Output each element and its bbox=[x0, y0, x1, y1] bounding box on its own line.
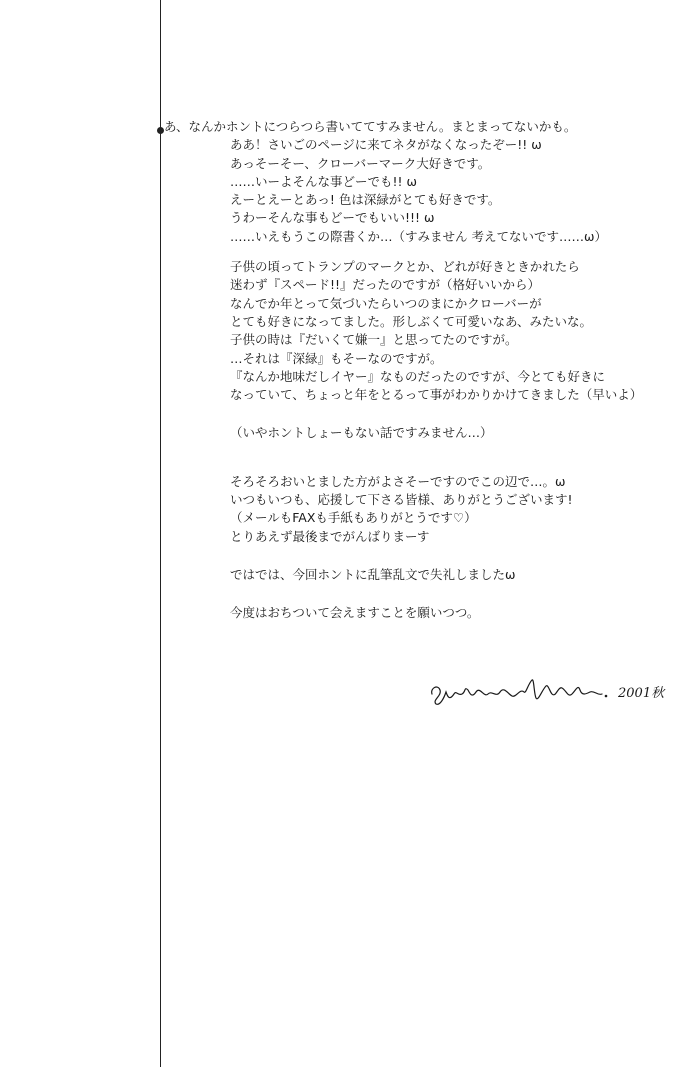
text-line: えーとえーとあっ! 色は深緑がとても好きです。 bbox=[230, 192, 501, 208]
text-line: …それは『深緑』もそーなのですが。 bbox=[230, 350, 443, 366]
paragraph-6 bbox=[164, 604, 684, 622]
text-line: ……いーよそんな事どーでも!! ω bbox=[230, 173, 417, 189]
paragraph-3 bbox=[164, 424, 684, 442]
paragraph-2 bbox=[164, 258, 684, 404]
text-line: うわーそんな事もどーでもいい!!! ω bbox=[230, 210, 435, 226]
bullet-dot bbox=[157, 127, 164, 134]
text-line: 子供の頃ってトランプのマークとか、どれが好きときかれたら bbox=[230, 259, 580, 275]
text-line: なんでか年とって気づいたらいつのまにかクローバーが bbox=[230, 295, 542, 311]
signature-date: 2001秋 bbox=[618, 686, 665, 701]
afterword-text bbox=[164, 118, 684, 623]
text-line: 『なんか地味だしイヤー』なものだったのですが、今とても好きに bbox=[230, 368, 606, 384]
paragraph-5 bbox=[164, 566, 684, 584]
text-line: 今度はおちついて会えますことを願いつつ。 bbox=[230, 605, 480, 621]
paragraph-1 bbox=[164, 118, 684, 246]
text-line: （いやホントしょーもない話ですみません…） bbox=[230, 425, 493, 441]
text-line: ……いえもうこの際書くか…（すみません 考えてないです……ω） bbox=[230, 228, 607, 244]
margin-rule bbox=[160, 0, 161, 1067]
signature bbox=[428, 672, 690, 712]
text-line: 迷わず『スペード!!』だったのですが（格好いいから） bbox=[230, 277, 541, 293]
text-line: あっそーそー、クローバーマーク大好きです。 bbox=[230, 155, 491, 171]
text-line: いつもいつも、応援して下さる皆様、ありがとうございます! bbox=[230, 492, 573, 508]
text-line: なっていて、ちょっと年をとるって事がわかりかけてきました（早いよ） bbox=[230, 387, 643, 403]
text-line: あ、なんかホントにつらつら書いててすみません。まとまってないかも。 bbox=[164, 119, 577, 134]
text-line: ではでは、今回ホントに乱筆乱文で失礼しましたω bbox=[230, 566, 516, 582]
signature-scribble-icon bbox=[428, 672, 613, 712]
text-line: 子供の時は『だいくて嫌一』と思ってたのですが。 bbox=[230, 332, 518, 348]
text-line: そろそろおいとました方がよさそーですのでこの辺で…。ω bbox=[230, 473, 566, 489]
text-line: ああ！さいごのページに来てネタがなくなったぞー!! ω bbox=[230, 137, 542, 153]
text-line: とりあえず最後までがんばりまーす bbox=[230, 528, 430, 544]
text-line: （メールもFAXも手紙もありがとうです♡） bbox=[230, 510, 477, 526]
paragraph-4 bbox=[164, 473, 684, 546]
text-line: とても好きになってました。形しぶくて可愛いなあ、みたいな。 bbox=[230, 313, 593, 329]
